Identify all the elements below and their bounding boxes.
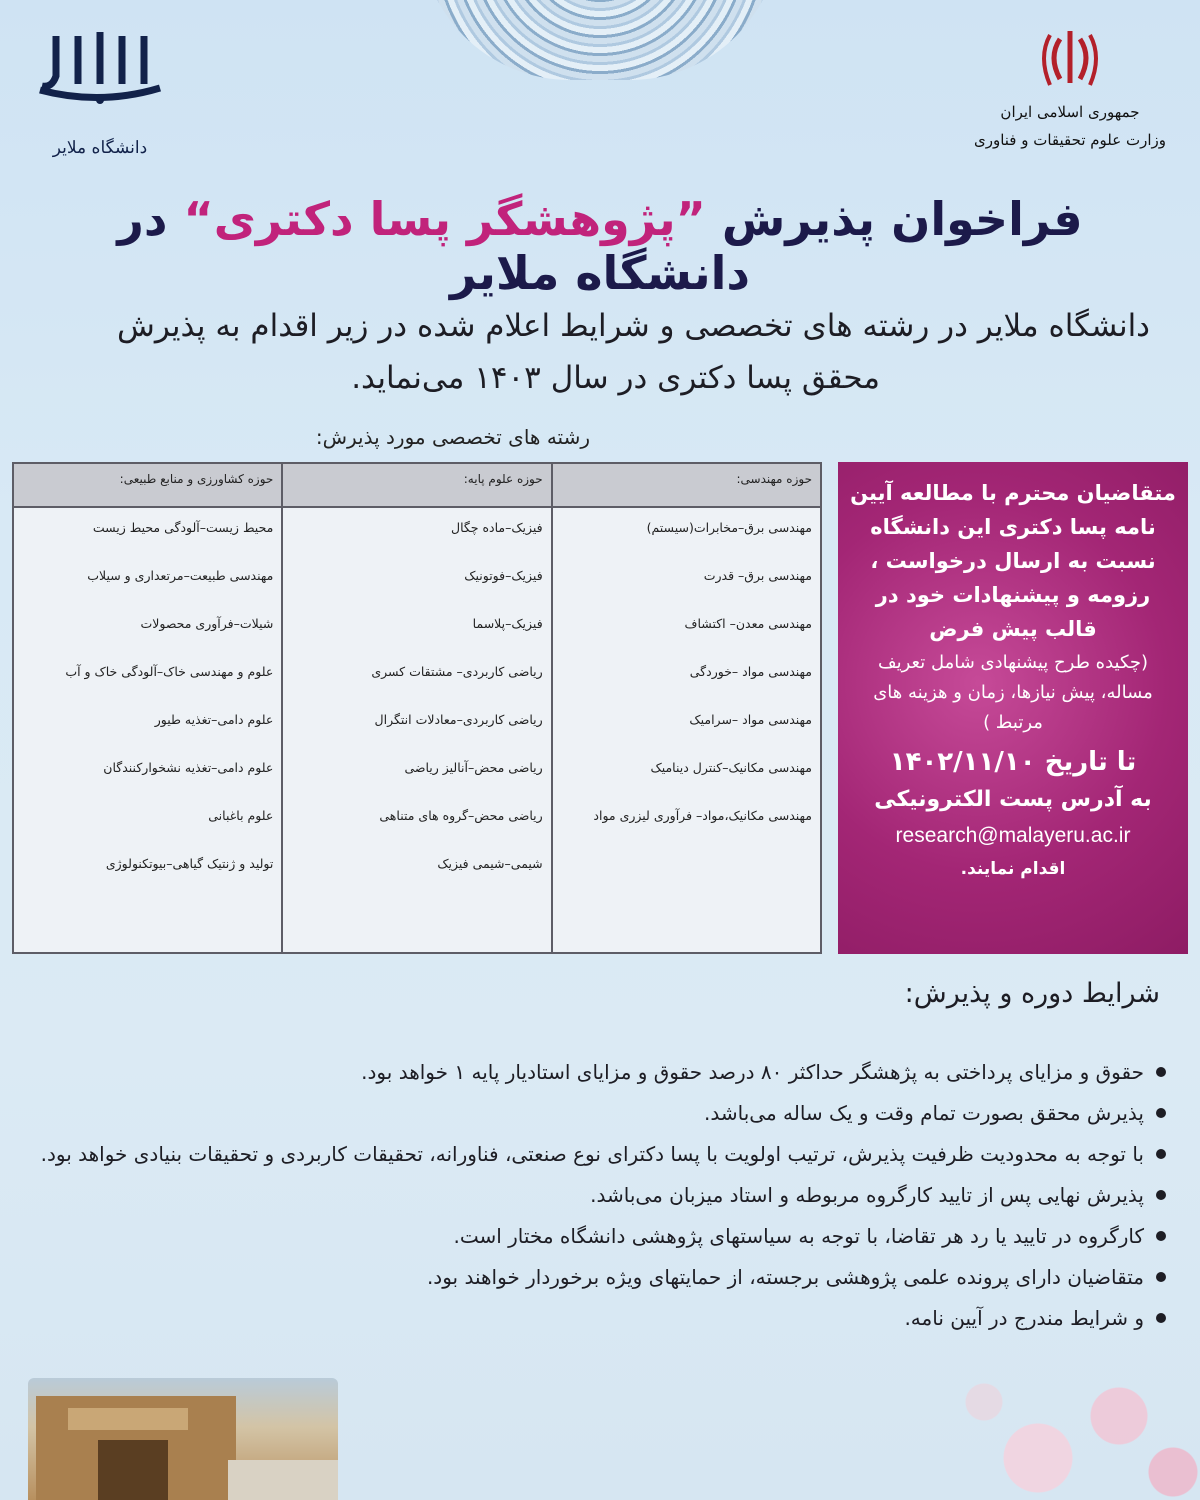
- panel-address-label: به آدرس پست الکترونیکی: [874, 787, 1152, 812]
- condition-item: متقاضیان دارای پرونده علمی پژوهشی برجسته، از حمایتهای ویژه برخوردار خواهند بود.: [40, 1257, 1144, 1298]
- top-ornament: [420, 0, 780, 80]
- building-sign: [68, 1408, 188, 1430]
- list-item: فیزیک–فوتونیک: [464, 568, 543, 583]
- fields-table: [12, 462, 822, 954]
- list-item: مهندسی معدن– اکتشاف: [684, 616, 812, 631]
- condition-item: و شرایط مندرج در آیین نامه.: [40, 1298, 1144, 1339]
- condition-item: با توجه به محدودیت ظرفیت پذیرش، ترتیب اولویت با پسا دکترای نوع صنعتی، فناورانه، تحقیقات کاربردی و تحقیقات بنیادی خواهد بود.: [40, 1134, 1144, 1175]
- list-item: ریاضی کاربردی– مشتقات کسری: [371, 664, 543, 679]
- list-item: مهندسی طبیعت–مرتعداری و سیلاب: [87, 568, 274, 583]
- building-road: [228, 1460, 338, 1500]
- list-item: محیط زیست–آلودگی محیط زیست: [92, 520, 274, 535]
- conditions-list: [40, 1052, 1170, 1339]
- building-gate: [98, 1440, 168, 1500]
- list-item: مهندسی مواد –خوردگی: [689, 664, 812, 679]
- intro-line-2: محقق پسا دکتری در سال ۱۴۰۳ می‌نماید.: [351, 360, 880, 396]
- list-item: مهندسی مواد –سرامیک: [689, 712, 812, 727]
- list-item: ریاضی کاربردی–معادلات انتگرال: [374, 712, 543, 727]
- condition-item: پذیرش نهایی پس از تایید کارگروه مربوطه و استاد میزبان می‌باشد.: [40, 1175, 1144, 1216]
- title-part-3: در دانشگاه ملایر: [117, 192, 750, 300]
- list-item: تولید و ژنتیک گیاهی–بیوتکنولوژی: [105, 856, 274, 871]
- column-basic-sciences: [281, 464, 550, 952]
- intro-line-1: دانشگاه ملایر در رشته های تخصصی و شرایط اعلام شده در زیر اقدام به پذیرش: [116, 308, 1150, 344]
- title-part-1: فراخوان پذیرش: [705, 192, 1083, 246]
- list-item: مهندسی برق– قدرت: [703, 568, 812, 583]
- list-item: شیلات–فرآوری محصولات: [140, 616, 274, 631]
- iran-emblem-icon: [1040, 27, 1100, 91]
- flower-decoration: [930, 1360, 1200, 1500]
- university-logo: [30, 20, 170, 160]
- university-emblem-icon: [38, 26, 162, 106]
- university-name: دانشگاه ملایر: [52, 138, 148, 158]
- list-item: علوم دامی–تغذیه نشخوارکنندگان: [103, 760, 274, 775]
- list-item: شیمی–شیمی فیزیک: [437, 856, 543, 871]
- list-item: علوم باغبانی: [208, 808, 274, 823]
- conditions-title: شرایط دوره و پذیرش:: [904, 978, 1160, 1009]
- list-item: مهندسی برق–مخابرات(سیستم): [646, 520, 812, 535]
- list-item: ریاضی محض–آنالیز ریاضی: [404, 760, 543, 775]
- gov-line-1: جمهوری اسلامی ایران: [1000, 103, 1140, 121]
- list-item: مهندسی مکانیک،مواد– فرآوری لیزری مواد: [593, 808, 812, 823]
- column-header: حوزه کشاورزی و منابع طبیعی:: [14, 464, 281, 508]
- list-item: علوم و مهندسی خاک–آلودگی خاک و آب: [65, 664, 274, 679]
- panel-instructions: متقاضیان محترم با مطالعه آیین نامه پسا دکتری این دانشگاه نسبت به ارسال درخواست ، رزومه و پیشنهادات خود در قالب پیش فرض: [850, 481, 1176, 641]
- list-item: فیزیک–پلاسما: [472, 616, 543, 631]
- page-title: [40, 192, 1160, 300]
- ministry-logo: [970, 15, 1170, 165]
- column-engineering: [551, 464, 820, 952]
- list-item: مهندسی مکانیک–کنترل دینامیک: [650, 760, 812, 775]
- panel-action: اقدام نمایند.: [960, 859, 1066, 879]
- contact-email[interactable]: research@malayeru.ac.ir: [895, 824, 1131, 847]
- list-item: ریاضی محض–گروه های متناهی: [379, 808, 543, 823]
- condition-item: حقوق و مزایای پرداختی به پژهشگر حداکثر ۸۰ درصد حقوق و مزایای استادیار پایه ۱ خواهد بود.: [40, 1052, 1144, 1093]
- fields-label: رشته های تخصصی مورد پذیرش:: [315, 425, 590, 449]
- list-item: فیزیک–ماده چگال: [450, 520, 543, 535]
- column-header: حوزه علوم پایه:: [283, 464, 550, 508]
- gov-line-2: وزارت علوم تحقیقات و فناوری: [973, 131, 1167, 149]
- condition-item: پذیرش محقق بصورت تمام وقت و یک ساله می‌باشد.: [40, 1093, 1144, 1134]
- title-part-2: ”پژوهشگر پسا دکتری“: [183, 192, 706, 246]
- column-agriculture: [14, 464, 281, 952]
- intro-text: [40, 300, 1150, 404]
- university-building-image: [28, 1378, 338, 1500]
- panel-note: (چکیده طرح پیشنهادی شامل تعریف مساله، پیش نیازها، زمان و هزینه های مرتبط ): [873, 652, 1153, 733]
- list-item: علوم دامی–تغذیه طیور: [154, 712, 274, 727]
- panel-deadline: تا تاریخ ۱۴۰۲/۱۱/۱۰: [889, 747, 1137, 777]
- condition-item: کارگروه در تایید یا رد هر تقاضا، با توجه به سیاستهای پژوهشی دانشگاه مختار است.: [40, 1216, 1144, 1257]
- application-panel: [838, 462, 1188, 954]
- column-header: حوزه مهندسی:: [553, 464, 820, 508]
